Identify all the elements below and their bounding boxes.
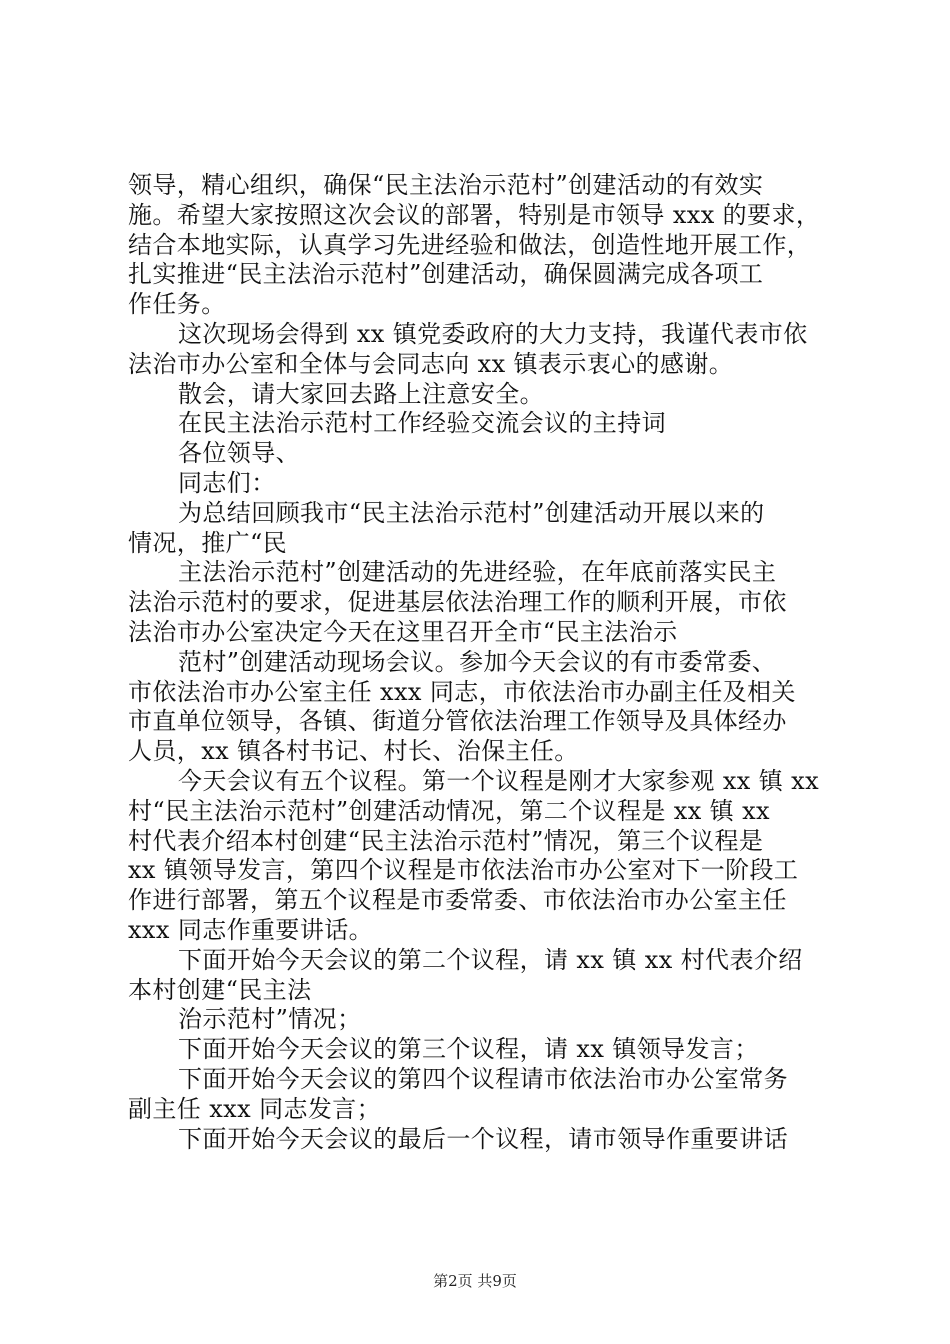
page-number-footer: 第2页 共9页 — [433, 1272, 517, 1290]
heading-line: 在民主法治示范村工作经验交流会议的主持词 — [178, 409, 666, 438]
text-line: 下面开始今天会议的第三个议程，请 xx 镇领导发言； — [178, 1035, 759, 1064]
text-line: 作任务。 — [128, 290, 226, 319]
text-line: 散会，请大家回去路上注意安全。 — [178, 379, 544, 408]
text-line: 村代表介绍本村创建“民主法治示范村”情况，第三个议程是 — [128, 826, 764, 855]
text-line: 市直单位领导，各镇、街道分管依法治理工作领导及具体经办 — [128, 707, 787, 736]
text-line: 作进行部署，第五个议程是市委常委、市依法治市办公室主任 — [128, 886, 787, 915]
text-line: 领导，精心组织，确保“民主法治示范村”创建活动的有效实 — [128, 171, 764, 199]
document-body — [128, 171, 828, 1154]
text-line: 施。希望大家按照这次会议的部署，特别是市领导 xxx 的要求， — [128, 200, 821, 229]
text-line: 人员，xx 镇各村书记、村长、治保主任。 — [128, 737, 579, 766]
text-line: 扎实推进“民主法治示范村”创建活动，确保圆满完成各项工 — [128, 260, 764, 289]
text-line: 今天会议有五个议程。第一个议程是刚才大家参观 xx 镇 xx — [178, 766, 820, 795]
text-line: 情况，推广“民 — [128, 528, 288, 557]
text-line: 法治市办公室和全体与会同志向 xx 镇表示衷心的感谢。 — [128, 349, 734, 378]
text-line: 下面开始今天会议的第四个议程请市依法治市办公室常务 — [178, 1064, 788, 1093]
text-line: xxx 同志作重要讲话。 — [128, 915, 374, 944]
text-line: 这次现场会得到 xx 镇党委政府的大力支持，我谨代表市依 — [178, 319, 808, 348]
text-line: 主法治示范村”创建活动的先进经验，在年底前落实民主 — [178, 558, 777, 587]
text-line: 村“民主法治示范村”创建活动情况，第二个议程是 xx 镇 xx — [128, 796, 770, 825]
text-line: 为总结回顾我市“民主法治示范村”创建活动开展以来的 — [178, 498, 765, 527]
text-line: 法治市办公室决定今天在这里召开全市“民主法治示 — [128, 617, 678, 646]
text-line: 治示范村”情况； — [178, 1005, 362, 1034]
text-line: 下面开始今天会议的最后一个议程，请市领导作重要讲话 — [178, 1124, 788, 1153]
text-line: xx 镇领导发言，第四个议程是市依法治市办公室对下一阶段工 — [128, 856, 799, 885]
text-line: 本村创建“民主法 — [128, 975, 312, 1004]
salutation-line: 同志们： — [178, 468, 276, 497]
salutation-line: 各位领导、 — [178, 439, 300, 468]
text-line: 下面开始今天会议的第二个议程，请 xx 镇 xx 村代表介绍 — [178, 945, 803, 974]
text-line: 结合本地实际，认真学习先进经验和做法，创造性地开展工作， — [128, 230, 812, 259]
text-line: 法治示范村的要求，促进基层依法治理工作的顺利开展，市依 — [128, 588, 787, 617]
text-line: 范村”创建活动现场会议。参加今天会议的有市委常委、 — [178, 647, 777, 676]
text-line: 副主任 xxx 同志发言； — [128, 1094, 382, 1123]
text-line: 市依法治市办公室主任 xxx 同志，市依法治市办副主任及相关 — [128, 677, 796, 706]
